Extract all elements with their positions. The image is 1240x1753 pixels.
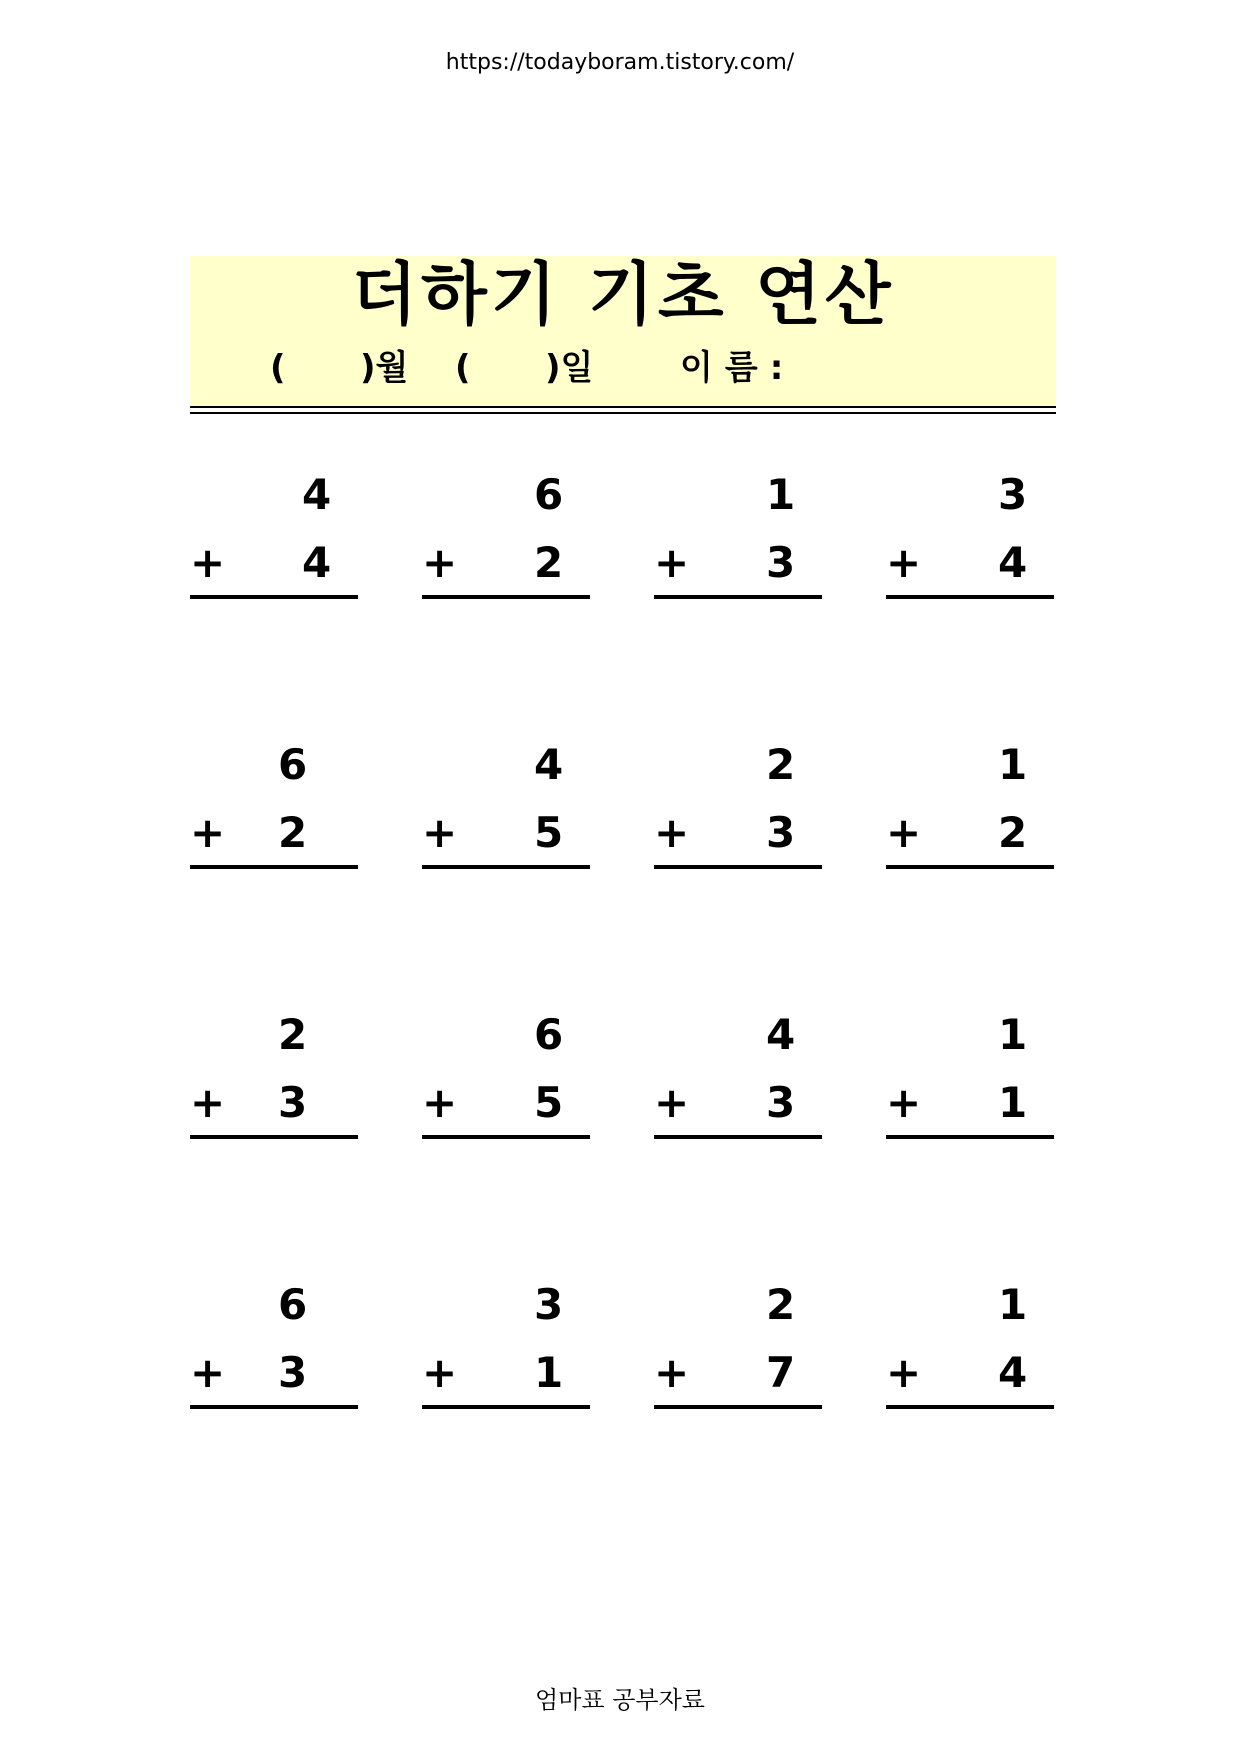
day-paren-open: ( [455,348,471,388]
answer-line [886,595,1054,599]
addition-problem [190,1280,358,1420]
addition-problem [190,470,358,610]
addend-top: 6 [278,740,308,789]
addend-top: 1 [766,470,796,519]
addition-problem [422,740,590,880]
name-label: 이름: [680,348,796,388]
addend-bottom: 7 [766,1348,796,1397]
addition-problem [422,470,590,610]
addend-bottom: 3 [278,1348,308,1397]
addend-top: 4 [534,740,564,789]
addend-top: 4 [766,1010,796,1059]
addend-top: 1 [998,1010,1028,1059]
addend-bottom: 3 [278,1078,308,1127]
addition-problem [190,1010,358,1150]
footer-text: 엄마표 공부자료 [535,1686,705,1714]
addition-problem [422,1280,590,1420]
addition-problem [654,1280,822,1420]
addend-bottom: 5 [534,1078,564,1127]
plus-sign: + [886,538,922,587]
addend-bottom: 5 [534,808,564,857]
plus-sign: + [654,1078,690,1127]
addend-top: 6 [278,1280,308,1329]
answer-line [886,1135,1054,1139]
answer-line [190,1405,358,1409]
answer-line [190,865,358,869]
addition-problem [422,1010,590,1150]
addend-bottom: 3 [766,808,796,857]
addend-top: 2 [766,1280,796,1329]
header-divider-bottom [190,412,1056,414]
addend-bottom: 2 [998,808,1028,857]
addend-top: 2 [766,740,796,789]
plus-sign: + [654,538,690,587]
answer-line [654,865,822,869]
day-label: )일 [545,348,594,388]
plus-sign: + [654,1348,690,1397]
addend-bottom: 3 [766,538,796,587]
addition-problem [190,740,358,880]
worksheet-header [190,256,1056,406]
addition-problem [654,1010,822,1150]
month-label: )월 [360,348,409,388]
addition-problem [654,740,822,880]
answer-line [190,595,358,599]
plus-sign: + [422,1078,458,1127]
addition-problem [886,1280,1054,1420]
answer-line [886,1405,1054,1409]
addend-top: 6 [534,470,564,519]
addend-bottom: 4 [998,1348,1028,1397]
addition-problem [886,1010,1054,1150]
plus-sign: + [886,808,922,857]
addend-top: 3 [998,470,1028,519]
addition-problem [886,470,1054,610]
answer-line [654,595,822,599]
answer-line [422,865,590,869]
addend-bottom: 1 [998,1078,1028,1127]
addend-bottom: 3 [766,1078,796,1127]
addend-bottom: 1 [534,1348,564,1397]
header-divider-top [190,406,1056,408]
source-url: https://todayboram.tistory.com/ [445,50,795,75]
addend-top: 1 [998,740,1028,789]
plus-sign: + [190,538,226,587]
worksheet-title: 더하기 기초 연산 [351,256,895,335]
plus-sign: + [886,1348,922,1397]
addend-top: 3 [534,1280,564,1329]
plus-sign: + [886,1078,922,1127]
plus-sign: + [190,1078,226,1127]
addend-top: 2 [278,1010,308,1059]
addend-bottom: 2 [278,808,308,857]
addend-top: 1 [998,1280,1028,1329]
plus-sign: + [422,1348,458,1397]
answer-line [190,1135,358,1139]
answer-line [654,1405,822,1409]
answer-line [422,595,590,599]
addition-problem [654,470,822,610]
month-paren-open: ( [270,348,286,388]
addend-bottom: 4 [302,538,332,587]
plus-sign: + [190,808,226,857]
answer-line [654,1135,822,1139]
plus-sign: + [422,538,458,587]
addend-top: 4 [302,470,332,519]
addition-problem [886,740,1054,880]
plus-sign: + [190,1348,226,1397]
addend-bottom: 2 [534,538,564,587]
plus-sign: + [654,808,690,857]
answer-line [422,1405,590,1409]
plus-sign: + [422,808,458,857]
answer-line [886,865,1054,869]
addend-bottom: 4 [998,538,1028,587]
answer-line [422,1135,590,1139]
addend-top: 6 [534,1010,564,1059]
